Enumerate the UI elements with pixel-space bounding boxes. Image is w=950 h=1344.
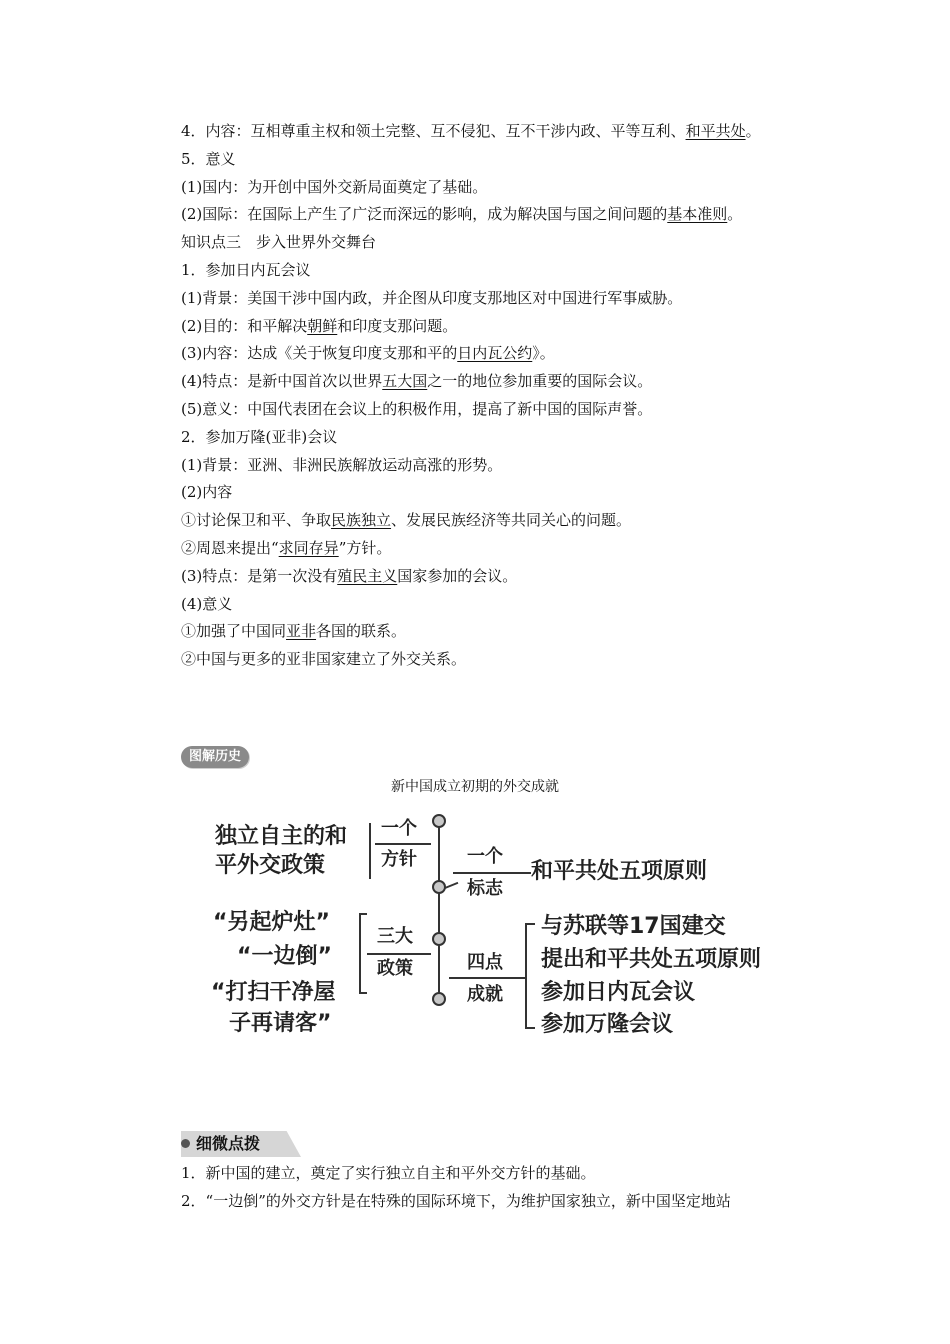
text-line — [181, 452, 861, 480]
one-mark-a: 一个 — [467, 846, 503, 867]
text-segment: (1)背景：美国干涉中国内政，并企图从印度支那地区对中国进行军事威胁。 — [181, 288, 683, 307]
node-1 — [432, 814, 446, 828]
achievement-4: 参加万隆会议 — [541, 1012, 674, 1037]
bracket-policy — [369, 823, 371, 879]
text-line — [181, 396, 861, 424]
bracket-achievements — [525, 923, 527, 1029]
three-policies-b: 政策 — [377, 958, 413, 979]
diagram-caption: 新中国成立初期的外交成就 — [391, 779, 559, 795]
text-segment: 1．参加日内瓦会议 — [181, 260, 311, 279]
key-term: 求同存异 — [278, 538, 339, 557]
text-segment: (2)内容 — [181, 483, 233, 502]
text-line — [181, 229, 861, 257]
text-segment: (4)特点：是新中国首次以世界 — [181, 372, 383, 391]
tip-line-1: 1．新中国的建立，奠定了实行独立自主和平外交方针的基础。 — [181, 1164, 596, 1182]
four-achievements-b: 成就 — [467, 984, 503, 1005]
key-term: 亚非 — [286, 622, 317, 641]
text-segment: (4)意义 — [181, 594, 233, 613]
mark-divider — [453, 872, 517, 874]
ach-tick-1 — [525, 923, 535, 925]
key-term: 民族独立 — [331, 511, 392, 530]
text-segment: (1)背景：亚洲、非洲民族解放运动高涨的形势。 — [181, 455, 503, 474]
text-line — [181, 285, 861, 313]
tip-line-2: 2．“一边倒”的外交方针是在特殊的国际环境下，为维护国家独立，新中国坚定地站 — [181, 1191, 731, 1210]
tip-title: 细微点拨 — [196, 1134, 261, 1153]
key-term: 殖民主义 — [337, 566, 398, 585]
text-line — [181, 591, 861, 619]
slogan-2: “一边倒” — [237, 944, 332, 969]
text-segment: ②中国与更多的亚非国家建立了外交关系。 — [181, 650, 467, 669]
key-term: 基本准则 — [667, 205, 728, 224]
one-mark-b: 标志 — [467, 878, 503, 899]
text-line — [181, 257, 861, 285]
knowledge-text — [181, 118, 861, 674]
mark-arrow — [517, 872, 531, 874]
text-segment: 国家参加的会议。 — [397, 566, 518, 585]
text-line — [181, 340, 861, 368]
mark-connector — [445, 882, 459, 889]
text-line — [181, 646, 861, 674]
text-segment: (1)国内：为开创中国外交新局面奠定了基础。 — [181, 177, 488, 196]
text-line — [181, 563, 861, 591]
text-line — [181, 201, 861, 229]
text-segment: (3)内容：达成《关于恢复印度支那和平的 — [181, 344, 458, 363]
node-4 — [432, 992, 446, 1006]
text-line — [181, 368, 861, 396]
text-line — [181, 424, 861, 452]
node-3 — [432, 932, 446, 946]
policy-line-2: 平外交政策 — [215, 853, 326, 878]
tip-dot-icon — [181, 1139, 190, 1148]
text-line — [181, 618, 861, 646]
text-line — [181, 313, 861, 341]
text-segment: 、发展民族经济等共同关心的问题。 — [391, 511, 632, 530]
achievement-3: 参加日内瓦会议 — [541, 980, 696, 1005]
ach-tick-4 — [525, 1027, 535, 1029]
divider-policy — [375, 843, 431, 845]
text-line — [181, 146, 861, 174]
text-segment: ①加强了中国同 — [181, 622, 287, 641]
text-segment: 。 — [745, 122, 761, 140]
slogan-3a: “打扫干净屋 — [211, 980, 336, 1005]
key-term: 和平共处 — [685, 122, 746, 140]
bracket-slogans — [359, 913, 361, 993]
four-achievements-a: 四点 — [467, 952, 503, 973]
three-policies-a: 三大 — [377, 926, 413, 947]
text-segment: ①讨论保卫和平、争取 — [181, 511, 332, 530]
policy-line-1: 独立自主的和 — [215, 824, 348, 849]
text-segment: 之一的地位参加重要的国际会议。 — [427, 372, 653, 391]
text-segment: ②周恩来提出“ — [181, 538, 279, 557]
text-segment: 5．意义 — [181, 149, 236, 168]
text-segment: (2)国际：在国际上产生了广泛而深远的影响，成为解决国与国之间问题的 — [181, 205, 668, 224]
text-segment: (5)意义：中国代表团在会议上的积极作用，提高了新中国的国际声誉。 — [181, 399, 653, 418]
text-segment: ”方针。 — [338, 538, 392, 557]
four-divider — [449, 977, 525, 979]
text-line — [181, 535, 861, 563]
text-segment: 各国的联系。 — [316, 622, 407, 641]
bracket-top — [359, 913, 367, 915]
achievement-1: 与苏联等17国建交 — [541, 914, 726, 939]
text-segment: 4．内容：互相尊重主权和领土完整、互不侵犯、互不干涉内政、平等互利、 — [181, 122, 686, 140]
text-line — [181, 507, 861, 535]
achievement-2: 提出和平共处五项原则 — [541, 947, 762, 972]
key-term: 日内瓦公约 — [457, 344, 533, 363]
slogan-3b: 子再请客” — [229, 1011, 332, 1036]
one-policy-b: 方针 — [381, 849, 417, 870]
three-divider — [367, 953, 431, 955]
text-segment: 。 — [727, 205, 743, 224]
text-segment: (2)目的：和平解决 — [181, 316, 308, 335]
five-principles: 和平共处五项原则 — [531, 859, 708, 884]
bracket-bottom — [359, 992, 367, 994]
text-line — [181, 118, 861, 146]
text-segment: 和印度支那问题。 — [337, 316, 458, 335]
diplomacy-diagram — [181, 805, 821, 1055]
diagram-spine — [438, 827, 440, 999]
tips-list — [181, 1160, 861, 1216]
text-segment: 》。 — [532, 344, 555, 363]
section-badge: 图解历史 — [181, 746, 249, 768]
key-term: 五大国 — [382, 372, 428, 391]
one-policy-a: 一个 — [381, 818, 417, 839]
text-segment: 2．参加万隆(亚非)会议 — [181, 427, 338, 446]
slogan-1: “另起炉灶” — [213, 910, 330, 935]
text-segment: (3)特点：是第一次没有 — [181, 566, 338, 585]
text-line — [181, 174, 861, 202]
text-segment: 知识点三 步入世界外交舞台 — [181, 233, 377, 252]
text-line — [181, 479, 861, 507]
key-term: 朝鲜 — [307, 316, 338, 335]
